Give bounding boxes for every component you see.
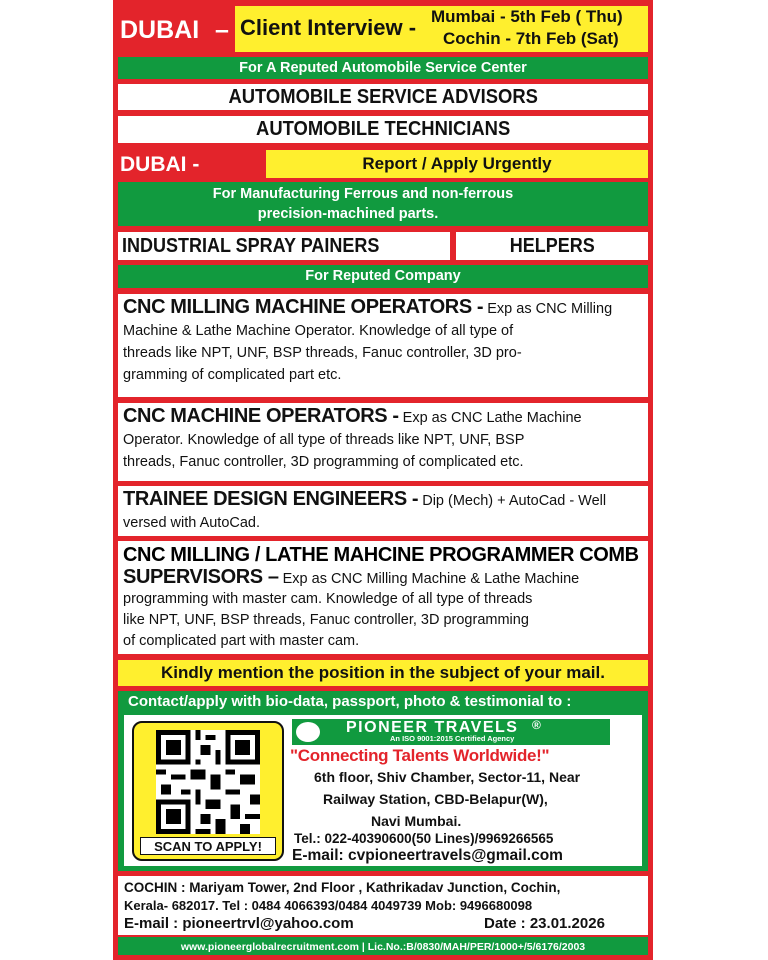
- job-title: CNC MACHINE OPERATORS -: [123, 405, 399, 427]
- job-desc-line: Exp as CNC Milling: [487, 301, 613, 317]
- scan-to-apply-text: SCAN TO APPLY!: [154, 839, 262, 854]
- role-spray-painters: [118, 232, 450, 260]
- interview-date-mumbai: Mumbai - 5th Feb ( Thu): [431, 7, 623, 26]
- qr-code-icon[interactable]: [156, 730, 260, 834]
- header-dash: –: [215, 16, 229, 44]
- interview-date-cochin: Cochin - 7th Feb (Sat): [443, 29, 619, 48]
- footer-website[interactable]: www.pioneerglobalrecruitment.com | Lic.No.:B/0830/MAH/PER/1000+/5/6176/2003: [180, 941, 586, 953]
- role-spray-painters-label: INDUSTRIAL SPRAY PAINERS: [122, 235, 380, 257]
- cochin-email[interactable]: E-mail : pioneertrvl@yahoo.com: [124, 915, 354, 932]
- report-urgently-label: Report / Apply Urgently: [362, 154, 552, 173]
- job-title: CNC MILLING MACHINE OPERATORS -: [123, 296, 484, 318]
- manufacturing-banner: [118, 182, 648, 226]
- job-desc-line: like NPT, UNF, BSP threads, Fanuc controller, 3D programming: [123, 612, 529, 628]
- client-interview-box: [235, 6, 648, 52]
- agency-name: PIONEER TRAVELS: [346, 719, 519, 736]
- job-trainee-design-engineers: [118, 486, 648, 536]
- client-interview-label: Client Interview -: [240, 15, 417, 40]
- agency-address-line: 6th floor, Shiv Chamber, Sector-11, Near: [314, 769, 581, 785]
- role-technicians: [118, 116, 648, 143]
- job-desc-line: of complicated part with master cam.: [123, 633, 360, 649]
- job-title: CNC MILLING / LATHE MAHCINE PROGRAMMER COMB: [123, 544, 639, 566]
- job-desc-line: Machine & Lathe Machine Operator. Knowledge of all type of: [123, 323, 514, 339]
- agency-logo: [292, 719, 610, 745]
- section2-roles: [118, 232, 648, 260]
- job-cnc-machine-operators: [118, 403, 648, 481]
- job-desc-line: Operator. Knowledge of all type of threads like NPT, UNF, BSP: [123, 432, 525, 448]
- role-service-advisors-label: AUTOMOBILE SERVICE ADVISORS: [228, 86, 538, 108]
- footer-bar: [118, 937, 648, 955]
- job-cnc-milling-operators: [118, 294, 648, 397]
- company-banner: For Reputed Company: [118, 265, 648, 288]
- report-urgently-box: [266, 150, 648, 178]
- cochin-label: COCHIN :: [124, 880, 186, 895]
- agency-phone[interactable]: Tel.: 022-40390600(50 Lines)/9969266565: [294, 831, 554, 846]
- subject-notice-text: Kindly mention the position in the subject of your mail.: [161, 663, 605, 682]
- manufacturing-banner-line1: For Manufacturing Ferrous and non-ferrous: [212, 186, 514, 202]
- subject-notice: [118, 660, 648, 686]
- automobile-banner: For A Reputed Automobile Service Center: [118, 57, 648, 79]
- job-title: TRAINEE DESIGN ENGINEERS -: [123, 488, 419, 510]
- cochin-office: [118, 876, 648, 935]
- agency-logo-icon: [296, 722, 320, 742]
- qr-frame: [132, 721, 284, 861]
- agency-iso: An ISO 9001:2015 Certified Agency: [390, 734, 515, 743]
- job-programmer-supervisors: [118, 541, 648, 654]
- contact-panel: [118, 691, 648, 871]
- job-poster: [113, 0, 653, 960]
- job-title-continued: SUPERVISORS –: [123, 566, 279, 588]
- agency-email[interactable]: E-mail: cvpioneertravels@gmail.com: [292, 847, 563, 864]
- section2-header: [118, 150, 648, 178]
- agency-registered-mark: ®: [532, 718, 541, 732]
- cochin-address-line: Kerala- 682017. Tel : 0484 4066393/0484 4049739 Mob: 9496680098: [124, 898, 533, 913]
- job-desc-line: threads, Fanuc controller, 3D programming of complicated etc.: [123, 454, 524, 470]
- poster-date: Date : 23.01.2026: [484, 915, 605, 932]
- role-service-advisors: [118, 84, 648, 110]
- header-row: [118, 6, 648, 52]
- job-desc-line: threads like NPT, UNF, BSP threads, Fanuc controller, 3D pro-: [123, 345, 522, 361]
- contact-intro: Contact/apply with bio-data, passport, photo & testimonial to :: [128, 693, 572, 710]
- job-desc-line: gramming of complicated part etc.: [123, 367, 342, 383]
- agency-address-line: Railway Station, CBD-Belapur(W),: [323, 791, 548, 807]
- job-desc-line: programming with master cam. Knowledge of all type of threads: [123, 591, 533, 607]
- cochin-address-line: Mariyam Tower, 2nd Floor , Kathrikadav Junction, Cochin,: [189, 880, 561, 895]
- job-desc-line: versed with AutoCad.: [123, 515, 261, 531]
- job-desc-line: Exp as CNC Milling Machine & Lathe Machine: [282, 571, 580, 587]
- header-city: DUBAI: [120, 16, 200, 44]
- role-technicians-label: AUTOMOBILE TECHNICIANS: [255, 118, 511, 140]
- role-helpers: [456, 232, 648, 260]
- agency-tagline: "Connecting Talents Worldwide!": [290, 746, 550, 765]
- role-helpers-label: HELPERS: [509, 235, 595, 257]
- section2-city: DUBAI -: [120, 153, 200, 176]
- agency-address-line: Navi Mumbai.: [371, 813, 462, 829]
- job-desc-line: Exp as CNC Lathe Machine: [402, 410, 582, 426]
- scan-to-apply-label[interactable]: [140, 837, 276, 855]
- manufacturing-banner-line2: precision-machined parts.: [257, 206, 439, 222]
- job-desc-line: Dip (Mech) + AutoCad - Well: [422, 493, 607, 509]
- contact-inner: [124, 715, 642, 866]
